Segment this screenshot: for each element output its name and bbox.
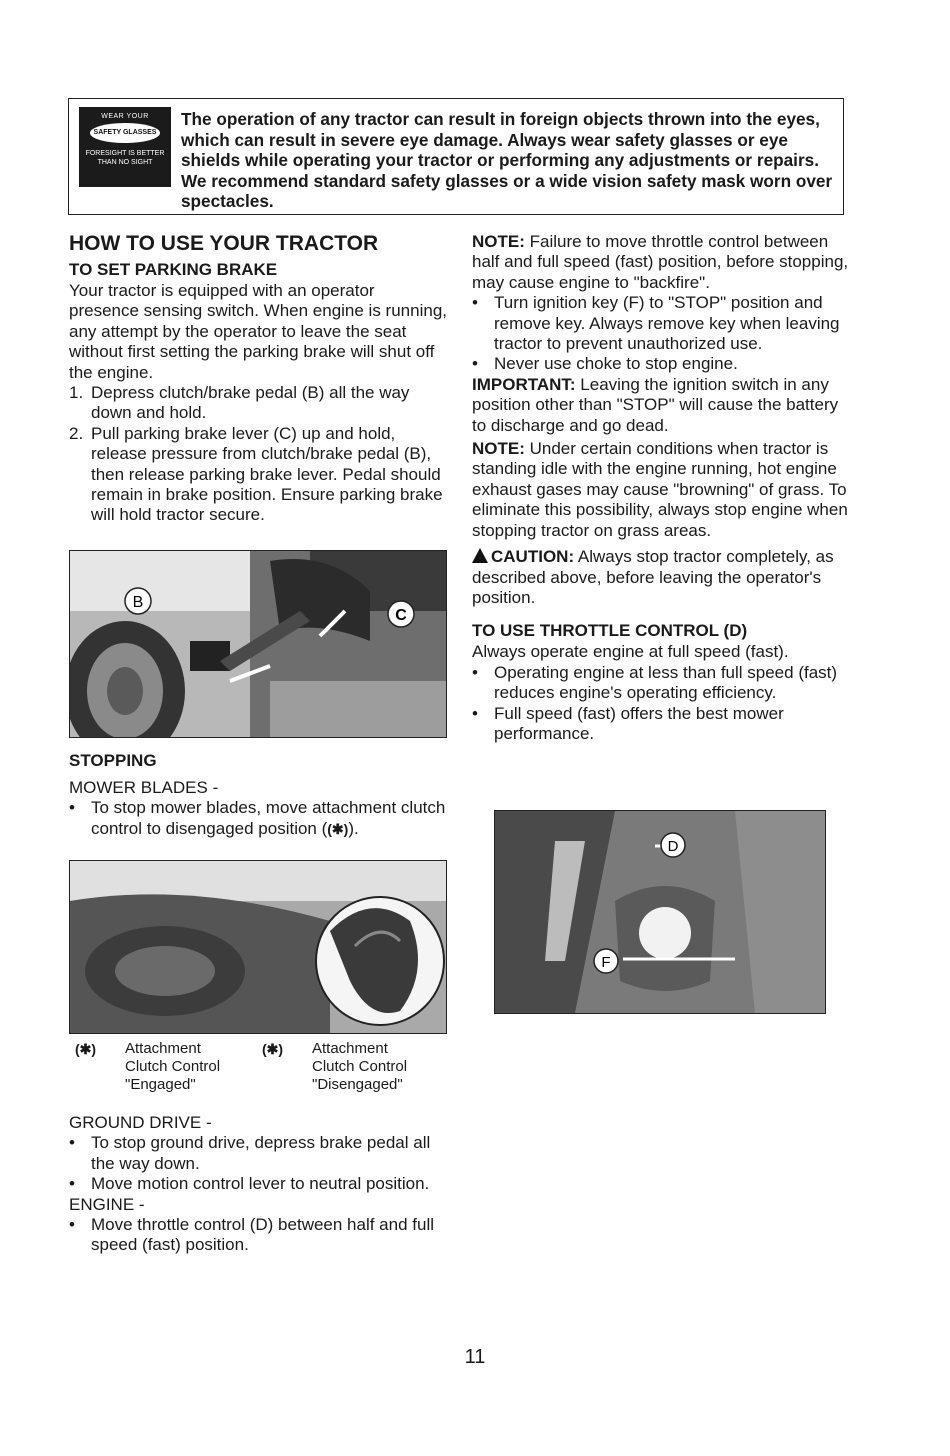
caution-note [472,547,850,608]
list-item [69,1215,447,1256]
mower-blades-list [69,798,447,839]
bullet-text: Full speed (fast) offers the best mower performance. [494,703,784,743]
bullet: • [472,354,478,374]
caution-triangle-icon [472,548,488,563]
photo-label-c: C [395,607,407,624]
right-column [472,232,850,744]
bullet-text: Operating engine at less than full speed (fast) reduces engine's operating efficiency. [494,662,838,703]
icon-top-text: WEAR YOUR [101,113,149,120]
throttle-heading: TO USE THROTTLE CONTROL (D) [472,621,748,641]
bullet: • [69,1174,75,1194]
photo-label-d: D [667,838,679,855]
ground-drive-list [69,1133,447,1194]
safety-glasses-icon [79,107,171,187]
icon-oval-text: SAFETY GLASSES [90,123,160,143]
warning-text: The operation of any tractor can result in foreign objects thrown into the eyes, which can result in severe eye damage. Always wear safety glasses or eye shields while operating your tractor or performing any adjustments or repairs. We recommend standard safety glasses or a wide vision safety mask worn over spectacles. [181,109,833,211]
list-item [69,1174,447,1194]
disengaged-symbol-icon: (✱) [262,1041,284,1057]
bullet-text: Move throttle control (D) between half and full speed (fast) position. [91,1215,435,1255]
list-item [69,1133,447,1174]
bullet-text: To stop ground drive, depress brake pedal all the way down. [91,1133,431,1173]
important-lead: IMPORTANT: [472,374,576,394]
step-text: Pull parking brake lever (C) up and hold, release pressure from clutch/brake pedal (B), then release parking brake lever. Pedal should remain in brake position. Ensure parking brake will hold tractor secure. [91,423,443,525]
left-column [69,232,447,526]
safety-warning-box [68,98,844,215]
caption-line: Clutch Control [312,1058,408,1075]
parking-brake-photo [69,550,447,738]
clutch-control-photo [69,860,447,1034]
caption-line: Attachment [312,1040,388,1057]
parking-brake-heading: TO SET PARKING BRAKE [69,260,278,279]
bullet-text: Turn ignition key (F) to "STOP" position and remove key. Always remove key when leaving tractor to prevent unauthorized use. [494,293,840,354]
list-item [69,798,447,839]
icon-bottom-text-2: THAN NO SIGHT [97,159,153,166]
bullet: • [472,703,478,723]
note-lead: NOTE: [472,232,525,251]
caption-engaged [75,1040,255,1094]
page-number: 11 [464,1346,486,1368]
bullet: • [69,1215,75,1235]
engaged-symbol-icon: (✱) [75,1041,97,1057]
photo-label-b: B [132,594,144,611]
mower-blades-heading: MOWER BLADES - [69,778,219,797]
step-number: 2. [69,423,84,443]
note-backfire [472,232,850,293]
bullet: • [69,798,75,818]
bullet-text: Move motion control lever to neutral position. [91,1174,430,1194]
engine-list [69,1215,447,1256]
caption-line: Attachment [125,1040,201,1057]
icon-bottom-text-1: FORESIGHT IS BETTER [85,150,165,157]
important-note [472,375,850,436]
list-item [69,383,447,424]
bullet: • [472,662,478,682]
stopping-section [69,750,447,839]
disengaged-symbol-icon: (✱) [327,820,349,837]
list-item [69,424,447,526]
caution-lead: CAUTION: [491,547,575,567]
step-number: 1. [69,383,84,403]
bullet-text: Never use choke to stop engine. [494,354,738,374]
stop-engine-list [472,293,850,375]
caution-text: Always stop tractor completely, as described above, before leaving the operator's position. [472,547,834,607]
list-item [472,354,850,374]
step-text: Depress clutch/brake pedal (B) all the way down and hold. [91,383,410,423]
caption-line: Clutch Control [125,1058,221,1075]
list-item [472,293,850,354]
throttle-ignition-photo [494,810,826,1014]
caption-disengaged [262,1040,442,1094]
bullet: • [472,293,478,313]
engine-heading: ENGINE - [69,1194,145,1214]
throttle-list [472,663,850,745]
section-title: HOW TO USE YOUR TRACTOR [69,232,379,255]
caption-line: "Disengaged" [312,1076,403,1093]
list-item [472,704,850,745]
note-lead: NOTE: [472,439,525,459]
note-text: Failure to move throttle control between half and full speed (fast) position, before stopping, may cause engine to "backfire". [472,232,849,292]
throttle-text: Always operate engine at full speed (fast). [472,642,789,662]
stopping-heading: STOPPING [69,751,157,770]
bullet: • [69,1133,75,1153]
bullet-text-end: ). [348,818,359,838]
list-item [472,663,850,704]
ground-engine-section [69,1113,447,1256]
bullet-text: To stop mower blades, move attachment clutch control to disengaged position ( [91,798,446,838]
note-text: Under certain conditions when tractor is standing idle with the engine running, hot engine exhaust gases may cause "browning" of grass. To eliminate this possibility, always stop engine when stopping tractor on grass areas. [472,439,848,540]
parking-brake-steps [69,383,447,526]
photo-label-f: F [601,954,611,971]
parking-brake-text: Your tractor is equipped with an operator presence sensing switch. When engine is running, any attempt by the operator to leave the seat without first setting the parking brake will shut off the engine. [69,281,447,382]
ground-drive-heading: GROUND DRIVE - [69,1113,212,1132]
note-browning [472,439,850,541]
caption-line: "Engaged" [125,1076,196,1093]
important-text: Leaving the ignition switch in any position other than "STOP" will cause the battery to discharge and go dead. [472,374,839,435]
